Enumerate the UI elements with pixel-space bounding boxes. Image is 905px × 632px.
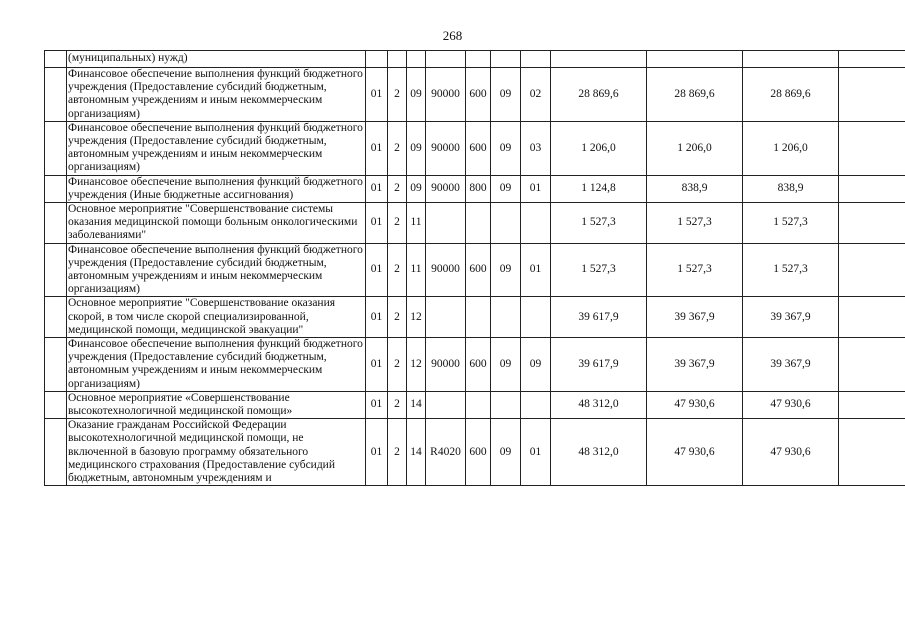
code-cell [466, 203, 491, 244]
code-cell [407, 51, 426, 68]
code-cell [426, 203, 466, 244]
code-cell: 90000 [426, 243, 466, 297]
row-index-cell [45, 121, 67, 175]
amount-cell: 48 312,0 [551, 391, 647, 418]
trailing-cell [839, 121, 905, 175]
code-cell: 2 [388, 175, 407, 202]
code-cell: 600 [466, 419, 491, 486]
amount-cell: 28 869,6 [743, 68, 839, 122]
code-cell: 600 [466, 121, 491, 175]
description-cell: Основное мероприятие "Совершенствование оказания скорой, в том числе скорой специализированной, медицинской помощи, медицинской эвакуации" [67, 297, 366, 338]
code-cell [521, 51, 551, 68]
row-index-cell [45, 203, 67, 244]
code-cell: 09 [491, 175, 521, 202]
table-row [45, 243, 905, 297]
amount-cell: 28 869,6 [647, 68, 743, 122]
code-cell: 09 [491, 338, 521, 392]
code-cell [366, 51, 388, 68]
amount-cell: 1 124,8 [551, 175, 647, 202]
code-cell [521, 203, 551, 244]
row-index-cell [45, 391, 67, 418]
code-cell [466, 51, 491, 68]
code-cell: 09 [521, 338, 551, 392]
code-cell: 09 [491, 121, 521, 175]
amount-cell: 1 527,3 [551, 243, 647, 297]
table-row [45, 338, 905, 392]
code-cell: 01 [366, 175, 388, 202]
code-cell: 800 [466, 175, 491, 202]
description-cell: Основное мероприятие «Совершенствование высокотехнологичной медицинской помощи» [67, 391, 366, 418]
code-cell [466, 297, 491, 338]
amount-cell: 1 527,3 [743, 203, 839, 244]
amount-cell: 39 367,9 [743, 297, 839, 338]
row-index-cell [45, 51, 67, 68]
code-cell: 01 [366, 338, 388, 392]
amount-cell: 39 367,9 [647, 297, 743, 338]
row-index-cell [45, 175, 67, 202]
description-cell: Основное мероприятие "Совершенствование системы оказания медицинской помощи больным онкологическими заболеваниями" [67, 203, 366, 244]
amount-cell: 47 930,6 [743, 391, 839, 418]
amount-cell [647, 51, 743, 68]
code-cell: 2 [388, 391, 407, 418]
amount-cell: 47 930,6 [743, 419, 839, 486]
code-cell: 09 [407, 175, 426, 202]
amount-cell: 39 367,9 [743, 338, 839, 392]
code-cell: 12 [407, 338, 426, 392]
table-row [45, 419, 905, 486]
row-index-cell [45, 68, 67, 122]
code-cell: 90000 [426, 121, 466, 175]
code-cell [491, 203, 521, 244]
code-cell: 09 [491, 419, 521, 486]
code-cell: 01 [366, 121, 388, 175]
code-cell: 01 [521, 243, 551, 297]
trailing-cell [839, 243, 905, 297]
description-cell: (муниципальных) нужд) [67, 51, 366, 68]
amount-cell: 1 527,3 [551, 203, 647, 244]
table-row [45, 68, 905, 122]
code-cell: 01 [366, 243, 388, 297]
amount-cell: 48 312,0 [551, 419, 647, 486]
code-cell: 01 [366, 391, 388, 418]
code-cell: 09 [407, 121, 426, 175]
code-cell: 01 [366, 68, 388, 122]
code-cell: 90000 [426, 338, 466, 392]
code-cell: 09 [407, 68, 426, 122]
code-cell: 11 [407, 243, 426, 297]
code-cell: 03 [521, 121, 551, 175]
code-cell [466, 391, 491, 418]
amount-cell [743, 51, 839, 68]
description-cell: Оказание гражданам Российской Федерации высокотехнологичной медицинской помощи, не включенной в базовую программу обязательного медицинского страхования (Предоставление субсидий бюджетным, автономным учреждениям и [67, 419, 366, 486]
code-cell [426, 51, 466, 68]
code-cell: 2 [388, 297, 407, 338]
code-cell: 01 [366, 297, 388, 338]
trailing-cell [839, 391, 905, 418]
budget-table [44, 50, 905, 486]
code-cell: 01 [521, 419, 551, 486]
code-cell: 2 [388, 338, 407, 392]
code-cell: 12 [407, 297, 426, 338]
amount-cell: 1 527,3 [743, 243, 839, 297]
code-cell [426, 297, 466, 338]
amount-cell: 1 206,0 [551, 121, 647, 175]
row-index-cell [45, 338, 67, 392]
code-cell: 2 [388, 121, 407, 175]
code-cell [521, 391, 551, 418]
code-cell: 2 [388, 68, 407, 122]
amount-cell: 39 617,9 [551, 297, 647, 338]
table-row [45, 297, 905, 338]
code-cell: 2 [388, 203, 407, 244]
code-cell: 09 [491, 68, 521, 122]
row-index-cell [45, 419, 67, 486]
code-cell: 90000 [426, 68, 466, 122]
amount-cell: 1 527,3 [647, 203, 743, 244]
amount-cell: 1 527,3 [647, 243, 743, 297]
code-cell [426, 391, 466, 418]
trailing-cell [839, 51, 905, 68]
code-cell [491, 297, 521, 338]
code-cell: 09 [491, 243, 521, 297]
code-cell: 600 [466, 243, 491, 297]
code-cell: R4020 [426, 419, 466, 486]
table-row [45, 175, 905, 202]
code-cell: 2 [388, 243, 407, 297]
page-number: 268 [442, 28, 463, 43]
table-row [45, 51, 905, 68]
code-cell: 2 [388, 419, 407, 486]
trailing-cell [839, 68, 905, 122]
amount-cell: 39 617,9 [551, 338, 647, 392]
amount-cell: 39 367,9 [647, 338, 743, 392]
code-cell: 01 [366, 419, 388, 486]
description-cell: Финансовое обеспечение выполнения функций бюджетного учреждения (Предоставление субсидий бюджетным, автономным учреждениям и иным некоммерческим организациям) [67, 68, 366, 122]
row-index-cell [45, 243, 67, 297]
row-index-cell [45, 297, 67, 338]
code-cell [521, 297, 551, 338]
code-cell: 14 [407, 391, 426, 418]
description-cell: Финансовое обеспечение выполнения функций бюджетного учреждения (Предоставление субсидий бюджетным, автономным учреждениям и иным некоммерческим организациям) [67, 338, 366, 392]
code-cell [491, 51, 521, 68]
table-row [45, 203, 905, 244]
table-body [45, 51, 905, 486]
code-cell: 02 [521, 68, 551, 122]
trailing-cell [839, 203, 905, 244]
code-cell: 600 [466, 338, 491, 392]
trailing-cell [839, 419, 905, 486]
trailing-cell [839, 297, 905, 338]
amount-cell: 838,9 [647, 175, 743, 202]
description-cell: Финансовое обеспечение выполнения функций бюджетного учреждения (Предоставление субсидий бюджетным, автономным учреждениям и иным некоммерческим организациям) [67, 243, 366, 297]
trailing-cell [839, 175, 905, 202]
code-cell: 90000 [426, 175, 466, 202]
code-cell: 11 [407, 203, 426, 244]
amount-cell: 1 206,0 [647, 121, 743, 175]
code-cell [388, 51, 407, 68]
code-cell: 01 [366, 203, 388, 244]
amount-cell: 838,9 [743, 175, 839, 202]
code-cell: 600 [466, 68, 491, 122]
amount-cell: 47 930,6 [647, 419, 743, 486]
description-cell: Финансовое обеспечение выполнения функций бюджетного учреждения (Иные бюджетные ассигнования) [67, 175, 366, 202]
code-cell: 14 [407, 419, 426, 486]
trailing-cell [839, 338, 905, 392]
code-cell [491, 391, 521, 418]
code-cell: 01 [521, 175, 551, 202]
amount-cell [551, 51, 647, 68]
table-row [45, 391, 905, 418]
table-row [45, 121, 905, 175]
amount-cell: 47 930,6 [647, 391, 743, 418]
amount-cell: 28 869,6 [551, 68, 647, 122]
description-cell: Финансовое обеспечение выполнения функций бюджетного учреждения (Предоставление субсидий бюджетным, автономным учреждениям и иным некоммерческим организациям) [67, 121, 366, 175]
amount-cell: 1 206,0 [743, 121, 839, 175]
